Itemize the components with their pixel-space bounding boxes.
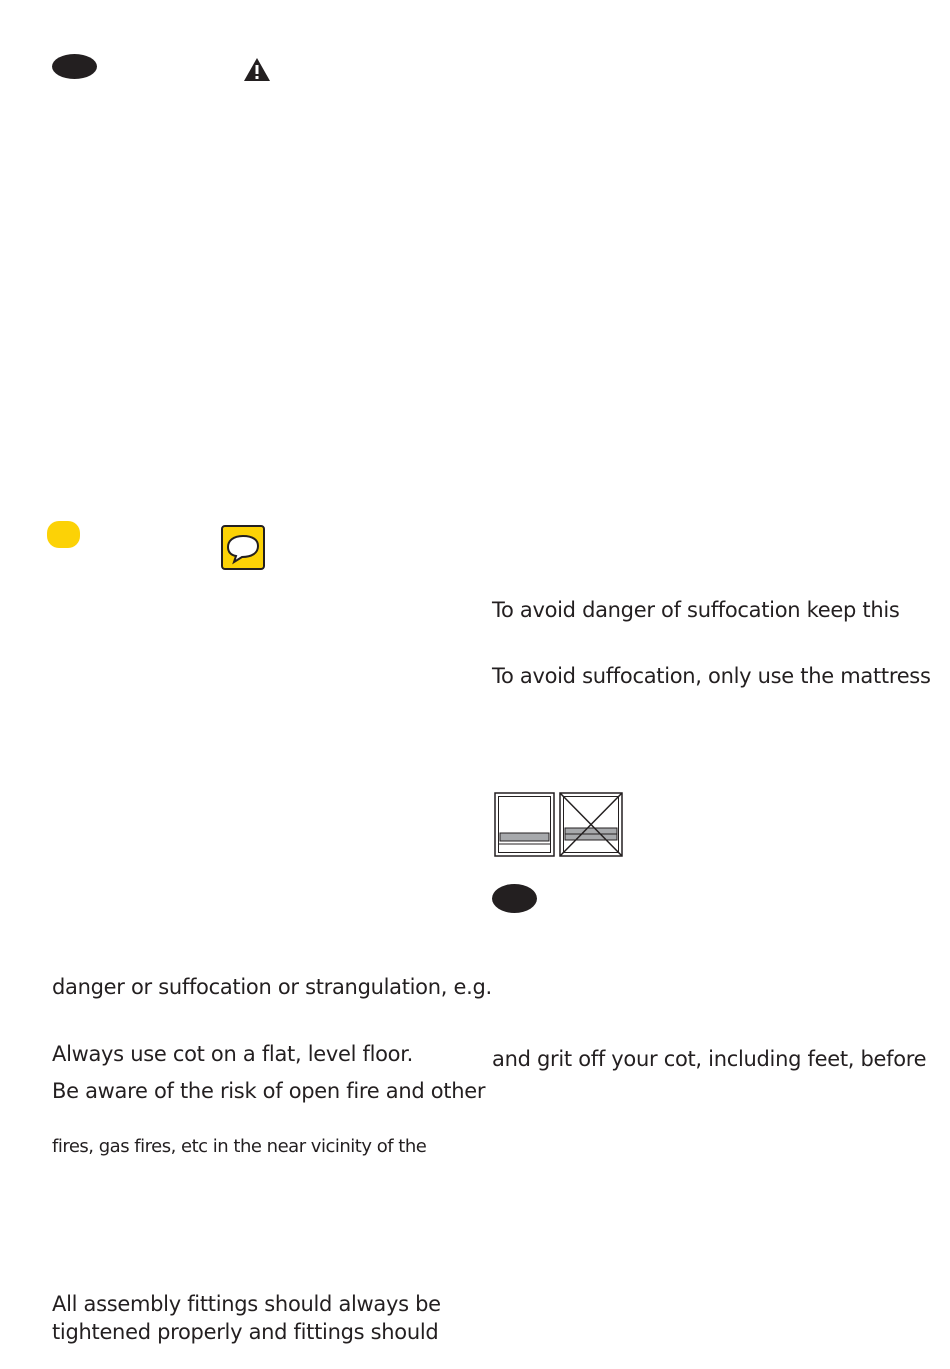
- right-text-line-3: and grit off your cot, including feet, before: [492, 1047, 927, 1071]
- left-text-line-3: Be aware of the risk of open fire and other: [52, 1079, 486, 1103]
- language-badge-dark-right: [492, 884, 537, 913]
- warning-triangle-icon: [243, 57, 271, 82]
- mattress-incorrect-icon: [559, 792, 623, 857]
- left-text-line-4: fires, gas fires, etc in the near vicinity of the: [52, 1136, 427, 1157]
- left-text-line-5: All assembly fittings should always be: [52, 1292, 441, 1316]
- right-text-line-2: To avoid suffocation, only use the mattress: [492, 664, 931, 688]
- speech-bubble-icon: [221, 525, 265, 570]
- language-badge-dark: [52, 54, 97, 79]
- mattress-correct-icon: [494, 792, 555, 857]
- left-text-line-2: Always use cot on a flat, level floor.: [52, 1042, 414, 1066]
- language-badge-yellow: [47, 521, 80, 548]
- right-text-line-1: To avoid danger of suffocation keep this: [492, 598, 900, 622]
- left-text-line-1: danger or suffocation or strangulation, e.g.: [52, 975, 492, 999]
- left-text-line-6: tightened properly and fittings should: [52, 1320, 439, 1344]
